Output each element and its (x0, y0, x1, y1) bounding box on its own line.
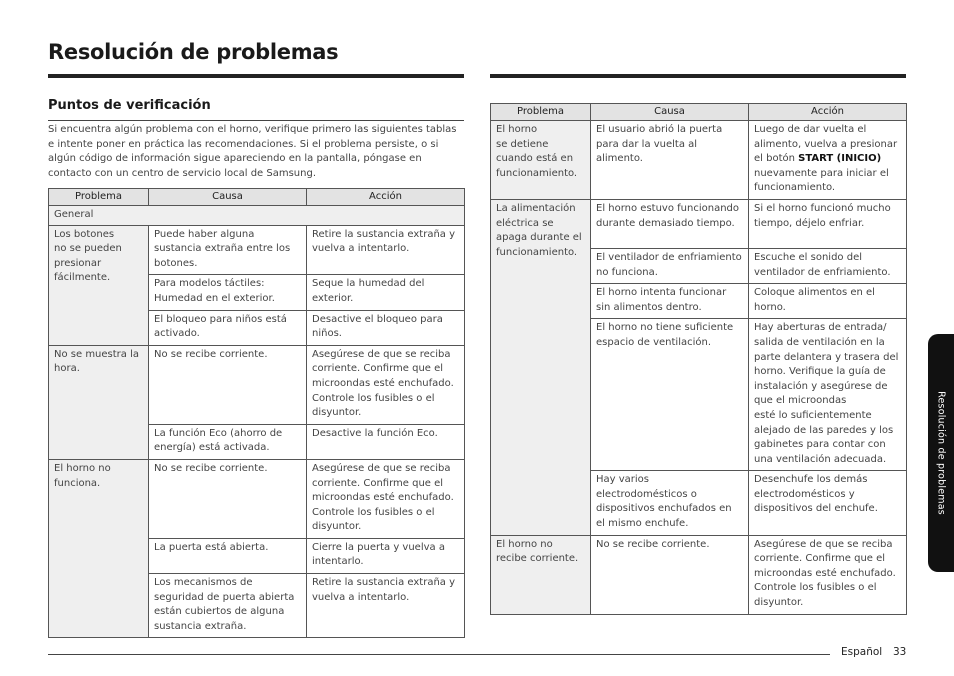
action-cell (749, 121, 907, 200)
problem-cell: Los botones no se pueden presionar fácilmente. (49, 225, 149, 345)
cause-cell: No se recibe corriente. (149, 345, 307, 424)
action-cell: Cierre la puerta y vuelva a intentarlo. (307, 538, 465, 573)
intro-paragraph: Si encuentra algún problema con el horno, verifique primero las siguientes tablas e intente poner en práctica las recomendaciones. Si el problema persiste, o si algún código de información sigue apareciendo en la pantalla, póngase en contacto con un centro de servicio local de Samsung. (48, 124, 457, 179)
title-rule-right (490, 74, 906, 78)
side-tab-label: Resolución de problemas (935, 391, 947, 515)
table-header-row (491, 104, 907, 121)
start-button-label: START (INICIO) (798, 153, 882, 165)
side-section-tab (928, 334, 954, 572)
cause-cell: Los mecanismos de seguridad de puerta abierta están cubiertos de alguna sustancia extraña. (149, 574, 307, 638)
footer-language: Español (841, 646, 883, 658)
action-cell: Escuche el sonido del ventilador de enfriamiento. (749, 248, 907, 283)
table-row (49, 459, 465, 538)
cause-cell: El horno no tiene suficiente espacio de ventilación. (591, 319, 749, 471)
cause-cell: No se recibe corriente. (591, 535, 749, 614)
group-row (49, 206, 465, 226)
action-cell: Retire la sustancia extraña y vuelva a intentarlo. (307, 574, 465, 638)
page-title: Resolución de problemas (48, 40, 339, 64)
footer-rule (48, 654, 830, 655)
cause-cell: El horno estuvo funcionando durante demasiado tiempo. (591, 199, 749, 248)
action-text: Luego de dar vuelta el alimento, vuelva a presionar el botón (754, 124, 898, 165)
action-cell: Retire la sustancia extraña y vuelva a intentarlo. (307, 225, 465, 275)
cause-cell: La función Eco (ahorro de energía) está activada. (149, 424, 307, 459)
problem-cell: La alimentación eléctrica se apaga durante el funcionamiento. (491, 199, 591, 535)
cause-cell: No se recibe corriente. (149, 459, 307, 538)
cause-cell: La puerta está abierta. (149, 538, 307, 573)
action-cell: Coloque alimentos en el horno. (749, 284, 907, 319)
page-number: 33 (893, 646, 907, 658)
cause-cell: Puede haber alguna sustancia extraña entre los botones. (149, 225, 307, 275)
cause-cell: El ventilador de enfriamiento no funciona. (591, 248, 749, 283)
section-rule (48, 120, 464, 121)
action-cell: Asegúrese de que se reciba corriente. Confirme que el microondas esté enchufado. Controle los fusibles o el disyuntor. (307, 345, 465, 424)
header-cause: Causa (149, 189, 307, 206)
section-title: Puntos de verificación (48, 98, 211, 113)
cause-cell: Para modelos táctiles: Humedad en el exterior. (149, 275, 307, 310)
table-header-row (49, 189, 465, 206)
action-cell: Hay aberturas de entrada/ salida de ventilación en la parte delantera y trasera del horno. Verifique la guía de instalación y asegúrese de que el microondas esté lo suficientemente alejado de las paredes y los gabinetes para contar con una ventilación adecuada. (749, 319, 907, 471)
cause-cell: Hay varios electrodomésticos o dispositivos enchufados en el mismo enchufe. (591, 471, 749, 535)
troubleshooting-table-left (48, 188, 465, 638)
header-action: Acción (307, 189, 465, 206)
table-row (49, 345, 465, 424)
cause-cell: El horno intenta funcionar sin alimentos dentro. (591, 284, 749, 319)
header-problem: Problema (49, 189, 149, 206)
problem-cell: El horno no recibe corriente. (491, 535, 591, 614)
cause-cell: El usuario abrió la puerta para dar la vuelta al alimento. (591, 121, 749, 200)
header-action: Acción (749, 104, 907, 121)
action-cell: Desactive la función Eco. (307, 424, 465, 459)
table-row (491, 535, 907, 614)
header-problem: Problema (491, 104, 591, 121)
problem-cell: No se muestra la hora. (49, 345, 149, 459)
action-cell: Desactive el bloqueo para niños. (307, 310, 465, 345)
action-cell: Seque la humedad del exterior. (307, 275, 465, 310)
action-cell: Asegúrese de que se reciba corriente. Confirme que el microondas esté enchufado. Controle los fusibles o el disyuntor. (749, 535, 907, 614)
group-label-general: General (49, 206, 465, 226)
cause-cell: El bloqueo para niños está activado. (149, 310, 307, 345)
problem-cell: El horno se detiene cuando está en funcionamiento. (491, 121, 591, 200)
action-cell: Desenchufe los demás electrodomésticos y dispositivos del enchufe. (749, 471, 907, 535)
table-row (491, 199, 907, 248)
table-row (491, 121, 907, 200)
problem-cell: El horno no funciona. (49, 459, 149, 638)
table-row (49, 225, 465, 275)
title-rule-left (48, 74, 464, 78)
troubleshooting-table-right (490, 103, 907, 615)
action-cell: Si el horno funcionó mucho tiempo, déjelo enfriar. (749, 199, 907, 248)
header-cause: Causa (591, 104, 749, 121)
action-text: nuevamente para iniciar el funcionamiento. (754, 167, 889, 194)
action-cell: Asegúrese de que se reciba corriente. Confirme que el microondas esté enchufado. Controle los fusibles o el disyuntor. (307, 459, 465, 538)
